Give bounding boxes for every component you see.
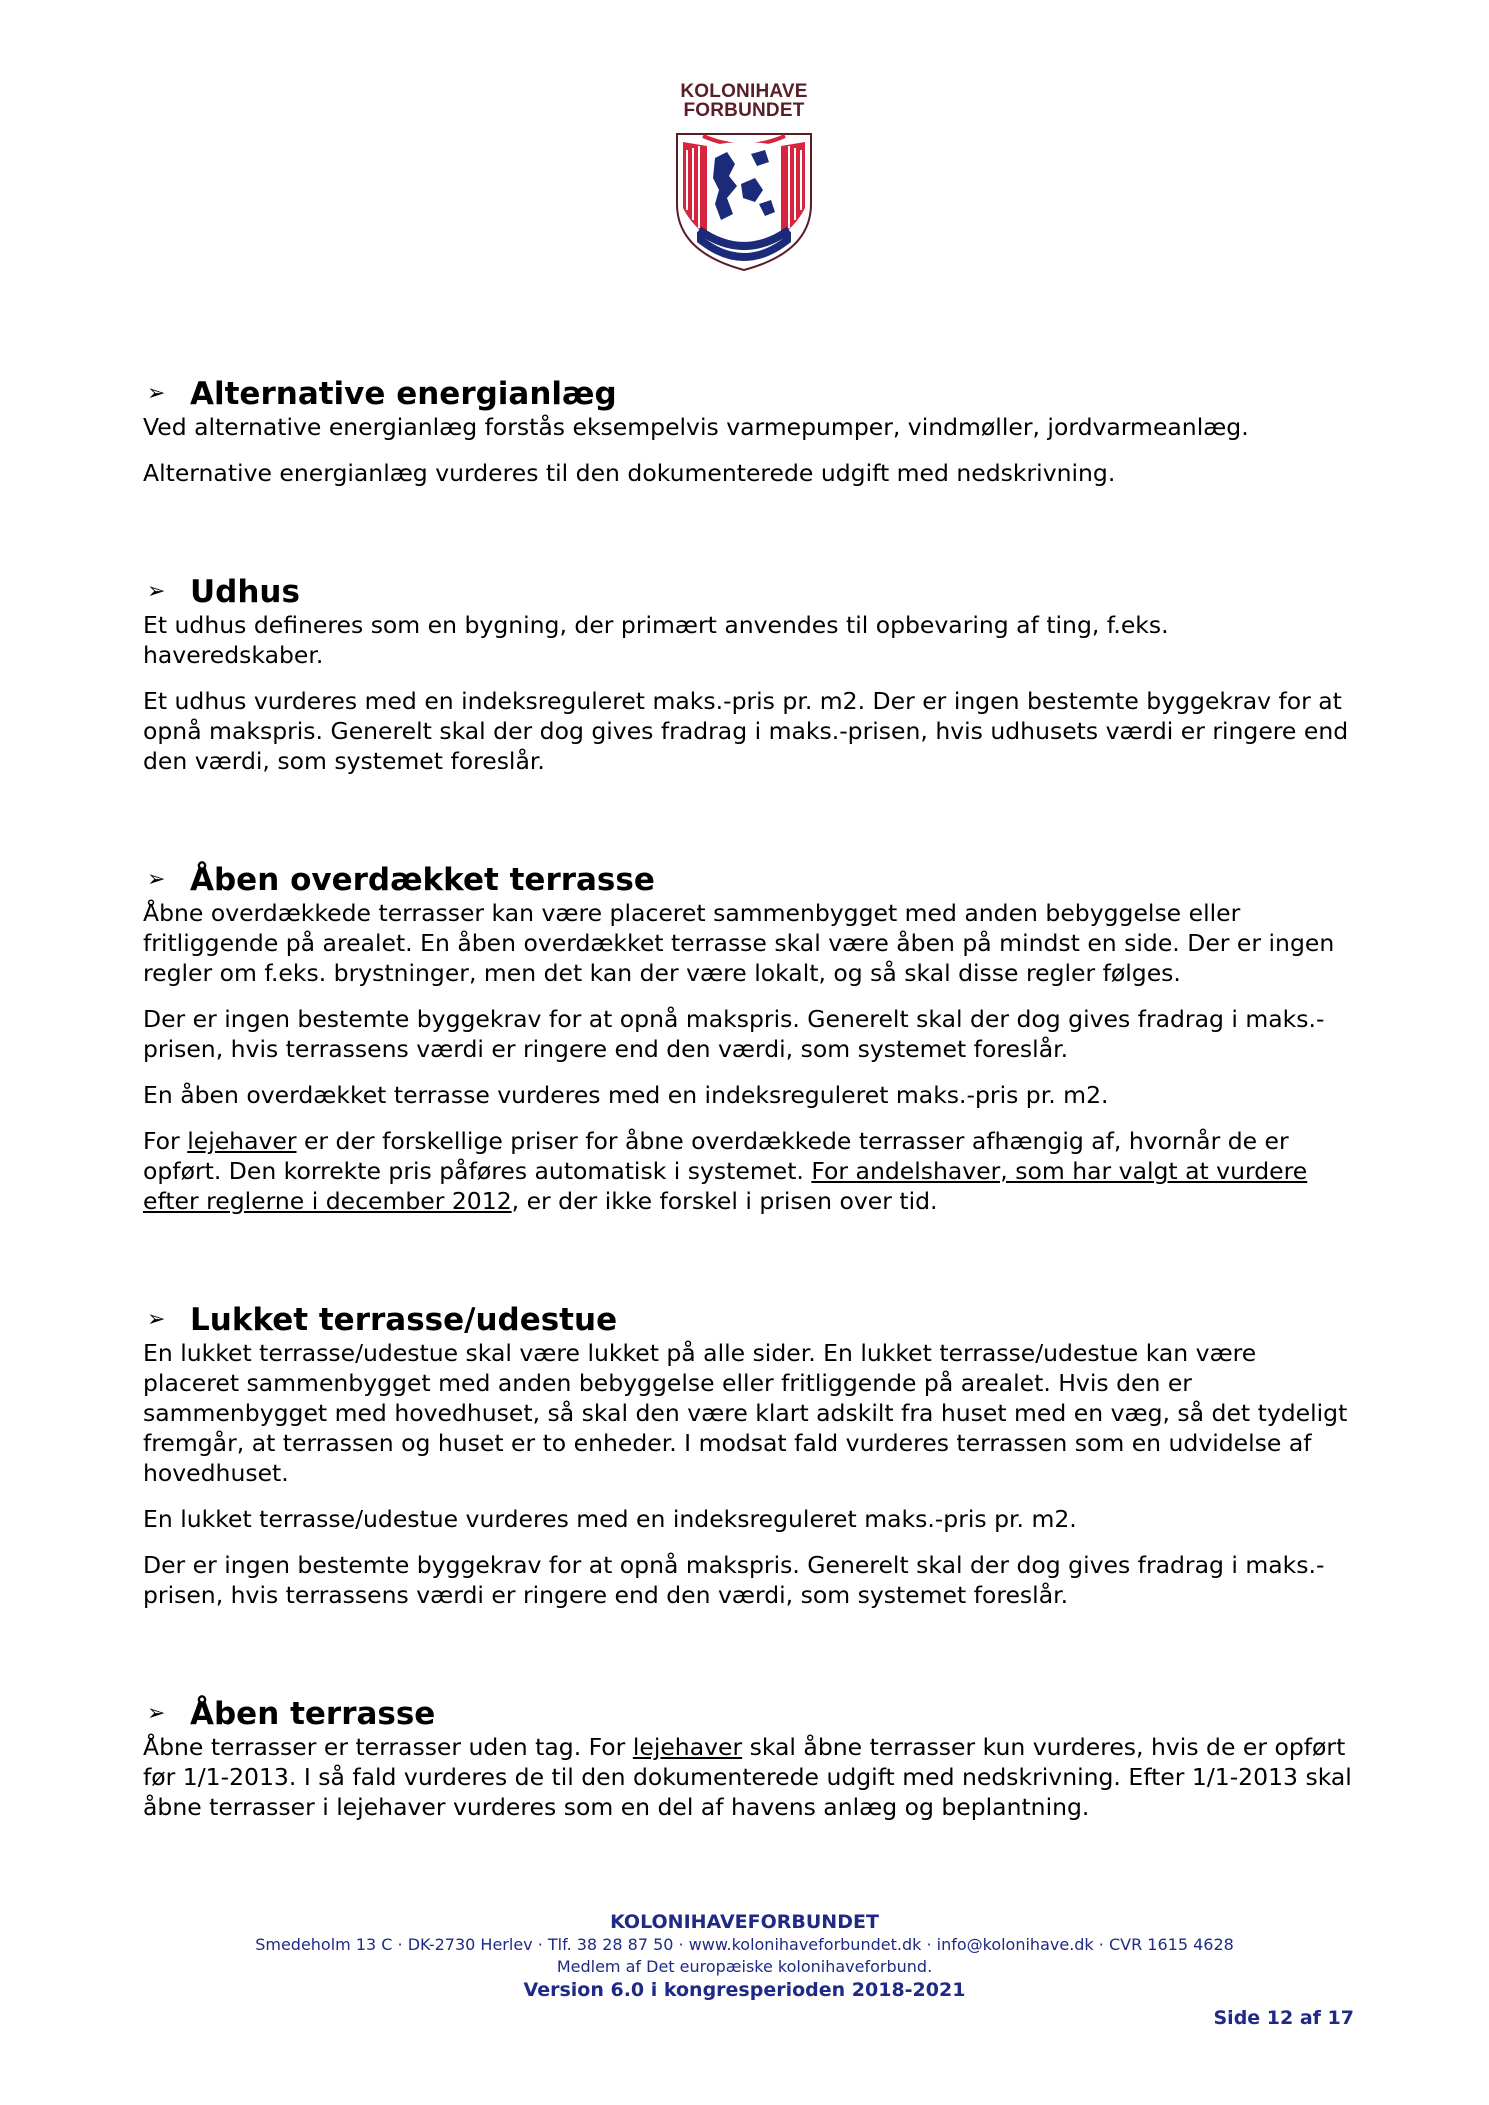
logo-wordmark [664,82,824,120]
paragraph-with-links [143,1126,1353,1216]
paragraph: Et udhus vurderes med en indeksreguleret maks.-pris pr. m2. Der er ingen bestemte byggekrav for at opnå makspris. Generelt skal der dog gives fradrag i maks.-prisen, hvis udhusets værdi er ringere end den værdi, som systemet foreslår. [143,687,1349,775]
lejehaver-link[interactable]: lejehaver [632,1733,743,1761]
paragraph-with-links [143,1732,1353,1822]
section-heading [143,862,1353,898]
section-lukket-terrasse-udestue [143,1302,1353,1610]
section-heading [143,574,1353,610]
text-run: Åbne terrasser er terrasser uden tag. For [143,1733,633,1761]
section-heading [143,376,1353,412]
arrow-bullet-icon: ➢ [147,1307,166,1332]
section-heading [143,1302,1353,1338]
paragraph: Der er ingen bestemte byggekrav for at opnå makspris. Generelt skal der dog gives fradrag i maks.-prisen, hvis terrassens værdi er ringere end den værdi, som systemet foreslår. [143,1005,1325,1063]
section-title: Alternative energianlæg [190,376,617,412]
footer-version: Version 6.0 i kongresperioden 2018-2021 [523,1979,966,2001]
shield-emblem-icon [669,124,819,274]
text-run: , er der ikke forskel i prisen over tid. [511,1187,938,1215]
footer-org-name: KOLONIHAVEFORBUNDET [610,1911,879,1933]
page-number: Side 12 af 17 [1213,2007,1354,2029]
section-heading [143,1696,1353,1732]
paragraph: Et udhus defineres som en bygning, der primært anvendes til opbevaring af ting, f.eks. haveredskaber. [143,611,1169,669]
document-body [143,376,1353,1838]
section-title: Åben terrasse [190,1696,436,1732]
arrow-bullet-icon: ➢ [147,381,166,406]
text-run: er der forskellige priser for åbne overdækkede terrasser afhængig af, hvornår de er opført. Den korrekte pris påføres automatisk i systemet. [143,1127,1289,1185]
arrow-bullet-icon: ➢ [147,579,166,604]
section-aaben-overdaekket-terrasse [143,862,1353,1216]
arrow-bullet-icon: ➢ [147,867,166,892]
section-title: Udhus [190,574,300,610]
paragraph: Ved alternative energianlæg forstås eksempelvis varmepumper, vindmøller, jordvarmeanlæg. [143,413,1249,441]
text-run: For [143,1127,188,1155]
section-alternative-energianlaeg [143,376,1353,488]
arrow-bullet-icon: ➢ [147,1701,166,1726]
paragraph: Alternative energianlæg vurderes til den dokumenterede udgift med nedskrivning. [143,459,1116,487]
logo-line-1: KOLONIHAVE [680,81,808,102]
logo-line-2: FORBUNDET [683,100,805,121]
logo [664,82,824,272]
page-footer [0,1910,1489,2002]
section-aaben-terrasse [143,1696,1353,1822]
andelshaver-link[interactable]: For andelshaver, som har valgt at vurdere efter reglerne i december 2012 [143,1157,1308,1215]
text-run: skal åbne terrasser kun vurderes, hvis de er opført før 1/1-2013. I så fald vurderes de til den dokumenterede udgift med nedskrivning. Efter 1/1-2013 skal åbne terrasser i lejehaver vurderes som en del af havens anlæg og beplantning. [143,1733,1352,1821]
section-title: Åben overdækket terrasse [190,862,655,898]
paragraph: Åbne overdækkede terrasser kan være placeret sammenbygget med anden bebyggelse eller fritliggende på arealet. En åben overdækket terrasse skal være åben på mindst en side. Der er ingen regler om f.eks. brystninger, men det kan der være lokalt, og så skal disse regler følges. [143,899,1335,987]
lejehaver-link[interactable]: lejehaver [187,1127,297,1155]
paragraph: En åben overdækket terrasse vurderes med en indeksreguleret maks.-pris pr. m2. [143,1081,1109,1109]
paragraph: Der er ingen bestemte byggekrav for at opnå makspris. Generelt skal der dog gives fradrag i maks.-prisen, hvis terrassens værdi er ringere end den værdi, som systemet foreslår. [143,1551,1325,1609]
footer-membership: Medlem af Det europæiske kolonihaveforbund. [556,1957,933,1976]
section-title: Lukket terrasse/udestue [190,1302,618,1338]
footer-address: Smedeholm 13 C · DK-2730 Herlev · Tlf. 38 28 87 50 · www.kolonihaveforbundet.dk · info@kolonihave.dk · CVR 1615 4628 [255,1935,1234,1954]
paragraph: En lukket terrasse/udestue vurderes med en indeksreguleret maks.-pris pr. m2. [143,1505,1077,1533]
paragraph: En lukket terrasse/udestue skal være lukket på alle sider. En lukket terrasse/udestue kan være placeret sammenbygget med anden bebyggelse eller fritliggende på arealet. Hvis den er sammenbygget med hovedhuset, så skal den være klart adskilt fra huset med en væg, så det tydeligt fremgår, at terrassen og huset er to enheder. I modsat fald vurderes terrassen som en udvidelse af hovedhuset. [143,1339,1348,1487]
section-udhus [143,574,1353,776]
